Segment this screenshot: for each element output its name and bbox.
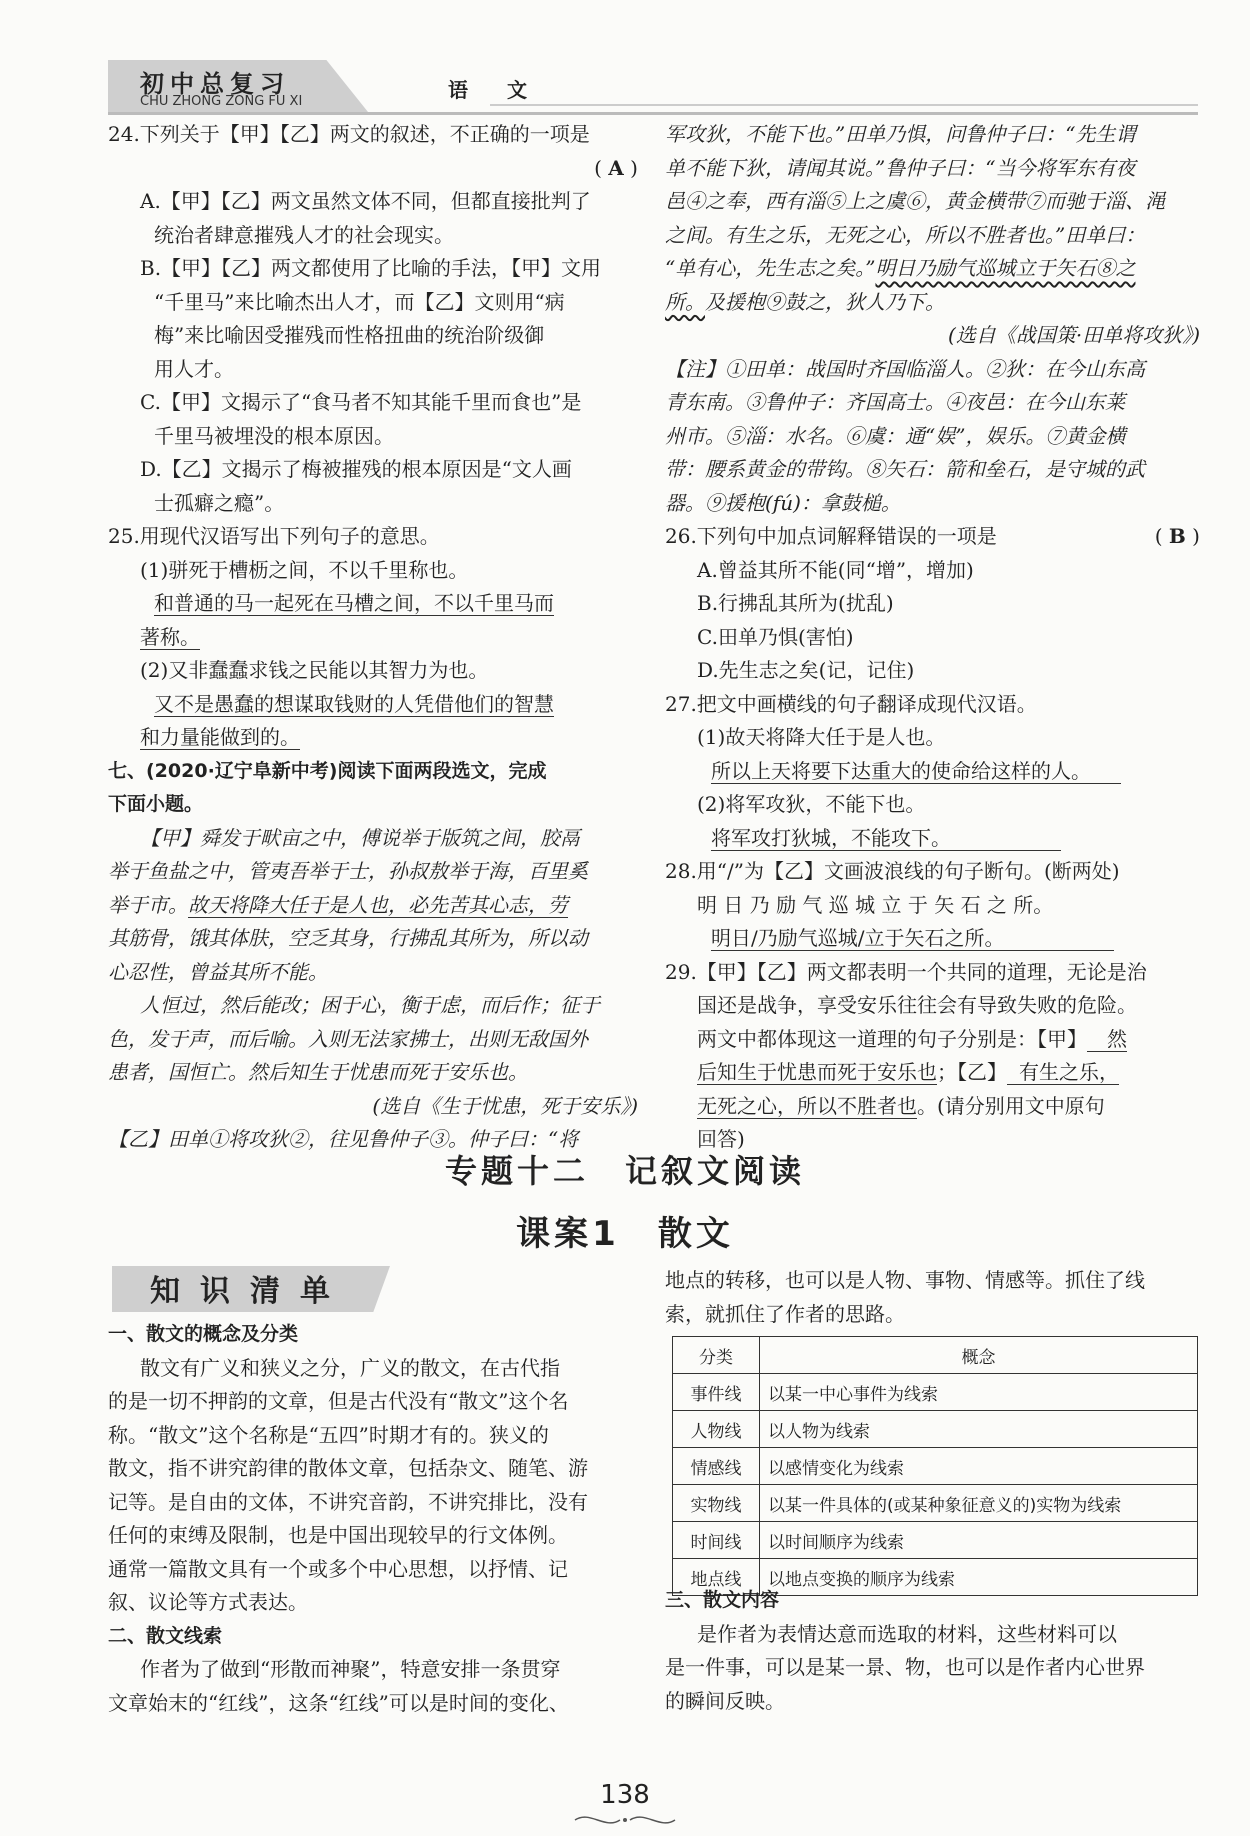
- section-3-title: 三、散文内容: [665, 1589, 780, 1611]
- passage-yi-line: 之间。有生之乐，无死之心，所以不胜者也。”田单曰：: [665, 222, 1146, 247]
- header-subject: 语 文: [448, 78, 543, 102]
- q26-option-a: A.曾益其所不能(同“增”，增加): [697, 557, 974, 582]
- right-column: [665, 118, 1200, 1157]
- clue-table: [672, 1336, 1198, 1596]
- passage-jia-underlined: 故天将降大任于是人也，必先苦其心志，劳: [188, 892, 568, 917]
- q26-stem: 26.下列句中加点词解释错误的一项是: [665, 524, 997, 548]
- table-cell-concept: 以某一件具体的(或某种象征意义的)实物为线索: [760, 1485, 1198, 1522]
- table-row: [673, 1374, 1198, 1411]
- q26-option-c: C.田单乃惧(害怕): [697, 624, 854, 649]
- q25-stem: 25.用现代汉语写出下列句子的意思。: [108, 524, 440, 548]
- q29-answer-jia-cont: 后知生于忧患而死于安乐也: [697, 1060, 937, 1084]
- q24-option-d: D.【乙】文揭示了梅被摧残的根本原因是“文人画: [140, 457, 572, 481]
- table-cell-category: 事件线: [673, 1374, 760, 1411]
- topic-title: 专题十二 记叙文阅读: [444, 1152, 805, 1190]
- paragraph-line: 是一件事，可以是某一景、物，也可以是作者内心世界: [665, 1655, 1145, 1679]
- table-row: [673, 1411, 1198, 1448]
- passage-jia-line: 患者，国恒亡。然后知生于忧患而死于安乐也。: [108, 1060, 528, 1084]
- q25-answer-1: 和普通的马一起死在马槽之间，不以千里马而: [154, 591, 554, 615]
- passage-yi-text: 及援枹⑨鼓之，狄人乃下。: [705, 289, 945, 314]
- q27-sentence-1: (1)故天将降大任于是人也。: [697, 725, 946, 749]
- knowledge-title: 知识清单: [150, 1274, 350, 1309]
- paragraph-line: 作者为了做到“形散而神聚”，特意安排一条贯穿: [140, 1657, 561, 1681]
- paragraph-line: 通常一篇散文具有一个或多个中心思想，以抒情、记: [108, 1556, 568, 1581]
- q27-sentence-2: (2)将军攻狄，不能下也。: [697, 792, 926, 816]
- section-1-title: 一、散文的概念及分类: [108, 1323, 299, 1345]
- q24-stem: 24.下列关于【甲】【乙】两文的叙述，不正确的一项是: [108, 122, 590, 146]
- table-cell-category: 人物线: [673, 1411, 760, 1448]
- passage-yi-text: “单有心，先生志之矣。”: [665, 256, 876, 280]
- passage-jia-source: (选自《生于忧患，死于安乐》): [372, 1093, 638, 1118]
- notes-line: 青东南。③鲁仲子：齐国高士。④夜邑：在今山东莱: [665, 390, 1125, 414]
- q24-option-b-cont2: 梅”来比喻因受摧残而性格扭曲的统治阶级御: [154, 323, 545, 347]
- table-row: [673, 1448, 1198, 1485]
- q29-text: ；【乙】: [937, 1060, 1007, 1084]
- section-7-title-cont: 下面小题。: [108, 793, 204, 815]
- q29-answer-yi-cont: 无死之心，所以不胜者也: [697, 1093, 917, 1118]
- passage-yi-line: 单不能下狄，请闻其说。”鲁仲子曰：“当今将军东有夜: [665, 155, 1136, 180]
- q27-answer-1: 所以上天将要下达重大的使命给这样的人。: [711, 759, 1121, 784]
- notes-line: 器。⑨援枹(fú)：拿鼓槌。: [665, 490, 901, 515]
- table-row: [673, 1485, 1198, 1522]
- table-cell-concept: 以人物为线索: [760, 1411, 1198, 1448]
- table-cell-concept: 以感情变化为线索: [760, 1448, 1198, 1485]
- q28-sentence: 明 日 乃 励 气 巡 城 立 于 矢 石 之 所。: [697, 892, 1054, 917]
- table-cell-concept: 以时间顺序为线索: [760, 1522, 1198, 1559]
- table-cell-concept: 以某一中心事件为线索: [760, 1374, 1198, 1411]
- q28-answer: 明日/乃励气巡城/立于矢石之所。: [711, 926, 1114, 951]
- table-cell-category: 时间线: [673, 1522, 760, 1559]
- paragraph-line: 记等。是自由的文体，不讲究音韵，不讲究排比，没有: [108, 1489, 588, 1514]
- q29-line: 29.【甲】【乙】两文都表明一个共同的道理，无论是治: [665, 959, 1147, 984]
- q24-option-a-cont: 统治者肆意摧残人才的社会现实。: [154, 222, 454, 247]
- table-cell-category: 实物线: [673, 1485, 760, 1522]
- passage-yi-line: 军攻狄，不能下也。”田单乃惧，问鲁仲子曰：“先生谓: [665, 122, 1136, 146]
- header-rule-upper: [490, 104, 1198, 106]
- q24-option-b: B.【甲】【乙】两文都使用了比喻的手法，【甲】文用: [140, 256, 602, 280]
- paragraph-line: 地点的转移，也可以是人物、事物、情感等。抓住了线: [665, 1268, 1145, 1292]
- notes-line: 带：腰系黄金的带钩。⑧矢石：箭和垒石，是守城的武: [665, 457, 1145, 481]
- q24-answer-line: ( A ): [594, 155, 638, 180]
- q24-option-b-cont3: 用人才。: [154, 356, 234, 381]
- passage-jia-line: 心忍性，曾益其所不能。: [108, 959, 328, 984]
- table-cell-category: 情感线: [673, 1448, 760, 1485]
- q24-option-a: A.【甲】【乙】两文虽然文体不同，但都直接批判了: [140, 189, 591, 213]
- passage-yi-wavy: 明日乃励气巡城立于矢石⑧之: [875, 256, 1136, 280]
- lesson-title: 课案1 散文: [516, 1214, 734, 1254]
- table-cell-concept: 以地点变换的顺序为线索: [760, 1559, 1198, 1596]
- paragraph-line: 散文，指不讲究韵律的散体文章，包括杂文、随笔、游: [108, 1456, 588, 1480]
- q29-line: 国还是战争，享受安乐往往会有导致失败的危险。: [697, 993, 1137, 1017]
- passage-jia-text: 举于市。: [108, 892, 188, 917]
- q29-text: 。(请分别用文中原句: [917, 1093, 1105, 1118]
- q29-text: 回答): [697, 1127, 745, 1151]
- paragraph-line: 文章始末的“红线”，这条“红线”可以是时间的变化、: [108, 1690, 569, 1715]
- header-pinyin: CHU ZHONG ZONG FU XI: [140, 94, 303, 109]
- paragraph-line: 散文有广义和狭义之分，广义的散文，在古代指: [140, 1355, 560, 1380]
- q24-option-d-cont: 士孤癖之瘾”。: [154, 490, 285, 515]
- q29-answer-yi: 有生之乐，: [1007, 1060, 1119, 1085]
- table-row: [673, 1522, 1198, 1559]
- page-number: 138: [600, 1780, 650, 1810]
- paragraph-line: 的是一切不押韵的文章，但是古代没有“散文”这个名: [108, 1389, 569, 1413]
- q25-answer-2-cont: 和力量能做到的。: [140, 725, 300, 749]
- paragraph-line: 叙、议论等方式表达。: [108, 1590, 308, 1614]
- section-2-title: 二、散文线索: [108, 1624, 223, 1647]
- paragraph-line: 的瞬间反映。: [665, 1688, 785, 1713]
- q24-option-c-cont: 千里马被埋没的根本原因。: [154, 423, 394, 448]
- table-cell-category: 地点线: [673, 1559, 760, 1596]
- q25-answer-1-cont: 著称。: [140, 624, 200, 649]
- q27-answer-2: 将军攻打狄城，不能攻下。: [711, 826, 1061, 851]
- table-header-concept: 概念: [760, 1337, 1198, 1374]
- q24-option-b-cont: “千里马”来比喻杰出人才，而【乙】文则用“病: [154, 289, 565, 314]
- bottom-left-column: [108, 1318, 638, 1720]
- left-column: [108, 118, 638, 1157]
- paragraph-line: 任何的束缚及限制，也是中国出现较早的行文体例。: [108, 1523, 568, 1547]
- q26-answer: B: [1168, 524, 1186, 548]
- passage-yi-wavy: 所。: [665, 289, 705, 314]
- section-7-title: 七、(2020·辽宁阜新中考)阅读下面两段选文，完成: [108, 759, 547, 782]
- q25-sentence-2: (2)又非蠢蠢求钱之民能以其智力为也。: [140, 658, 489, 682]
- passage-jia-line: 【甲】舜发于畎亩之中，傅说举于版筑之间，胶鬲: [140, 825, 580, 850]
- header-title: 初中总复习: [140, 69, 290, 98]
- q29-answer-jia: 然: [1087, 1027, 1127, 1052]
- q24-option-c: C.【甲】文揭示了“食马者不知其能千里而食也”是: [140, 390, 582, 414]
- table-header-category: 分类: [673, 1337, 760, 1374]
- q26-option-b: B.行拂乱其所为(扰乱): [697, 591, 894, 615]
- q29-text: 两文中都体现这一道理的句子分别是：【甲】: [697, 1026, 1087, 1051]
- passage-jia-line: 其筋骨，饿其体肤，空乏其身，行拂乱其所为，所以动: [108, 926, 588, 950]
- q26-stem-line: 26.下列句中加点词解释错误的一项是 ( B ): [665, 524, 1200, 548]
- q25-answer-2: 又不是愚蠢的想谋取钱财的人凭借他们的智慧: [154, 691, 554, 716]
- q26-option-d: D.先生志之矣(记，记住): [697, 658, 915, 682]
- passage-jia-line: 人恒过，然后能改；困于心，衡于虑，而后作；征于: [140, 993, 600, 1017]
- q24-answer: A: [608, 155, 624, 180]
- header-rule: [108, 112, 1198, 115]
- notes-line: 【注】①田单：战国时齐国临淄人。②狄：在今山东高: [665, 356, 1145, 381]
- q28-stem: 28.用“/”为【乙】文画波浪线的句子断句。(断两处): [665, 859, 1120, 883]
- q25-sentence-1: (1)骈死于槽枥之间，不以千里称也。: [140, 557, 469, 582]
- notes-line: 州市。⑤淄：水名。⑥虞：通“娱”，娱乐。⑦黄金横: [665, 423, 1126, 448]
- paragraph-line: 称。“散文”这个名称是“五四”时期才有的。狭义的: [108, 1422, 549, 1447]
- passage-jia-line: 举于鱼盐之中，管夷吾举于士，孙叔敖举于海，百里奚: [108, 859, 588, 883]
- bottom-right-column-2: [665, 1584, 1200, 1718]
- passage-yi-source: (选自《战国策·田单将攻狄》): [948, 323, 1200, 347]
- paragraph-line: 索，就抓住了作者的思路。: [665, 1301, 905, 1326]
- q27-stem: 27.把文中画横线的句子翻译成现代汉语。: [665, 691, 1037, 716]
- paragraph-line: 是作者为表情达意而选取的材料，这些材料可以: [697, 1621, 1117, 1646]
- passage-yi-line: 【乙】田单①将攻狄②，往见鲁仲子③。仲子曰：“将: [108, 1127, 579, 1151]
- passage-jia-line: 色，发于声，而后喻。入则无法家拂士，出则无敌国外: [108, 1026, 588, 1051]
- bottom-right-column: [665, 1264, 1200, 1331]
- table-header-row: [673, 1337, 1198, 1374]
- passage-yi-line: 邑④之奉，西有淄⑤上之虞⑥，黄金横带⑦而驰于淄、渑: [665, 189, 1165, 213]
- page-ornament-icon: [570, 1810, 680, 1830]
